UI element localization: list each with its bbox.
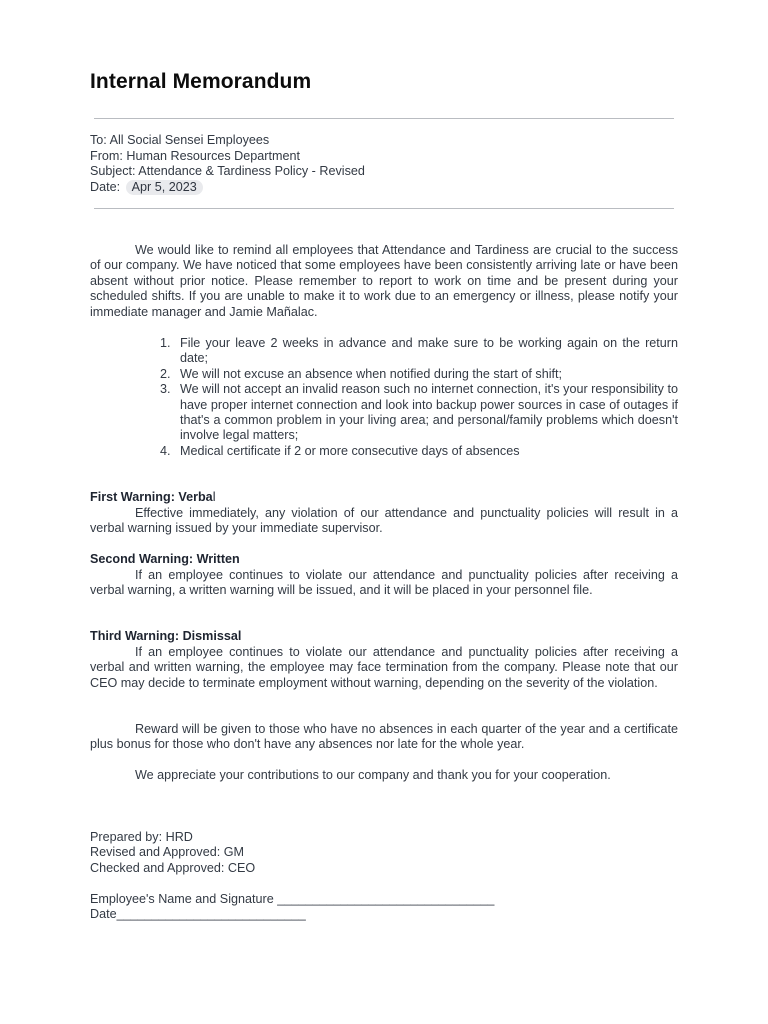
prepared-by: Prepared by: HRD: [90, 830, 193, 844]
first-warning-heading-tail: l: [212, 490, 216, 504]
employee-signature-line: Employee's Name and Signature _______________________________: [90, 891, 495, 906]
third-warning-heading: Third Warning: Dismissal: [90, 629, 242, 643]
list-item-text: File your leave 2 weeks in advance and make sure to be working again on the return date;: [180, 336, 678, 366]
list-item-number: 4.: [160, 443, 171, 458]
memo-from: From: Human Resources Department: [90, 148, 300, 163]
rules-list: [160, 336, 678, 459]
signoff-spacer: [90, 876, 494, 891]
header-top-divider: [94, 118, 674, 119]
list-item: [160, 367, 678, 382]
list-item-text: We will not accept an invalid reason such no internet connection, it's your responsibility to have proper internet connection and look into backup power sources in case of outages if that's a common problem in your living area; and personal/family problems which doesn't involve legal matters;: [180, 382, 678, 443]
first-warning-heading: [90, 490, 216, 505]
second-warning-heading: Second Warning: Written: [90, 552, 240, 566]
signature-date-line: Date___________________________: [90, 907, 306, 922]
reward-paragraph: [90, 722, 678, 753]
second-warning-paragraph: [90, 568, 678, 599]
intro-paragraph: [90, 243, 678, 320]
list-item-number: 1.: [160, 336, 171, 350]
reward-text: Reward will be given to those who have no absences in each quarter of the year and a certificate plus bonus for those who don't have any absences nor late for the whole year.: [90, 722, 678, 752]
revised-approved: Revised and Approved: GM: [90, 845, 245, 860]
memo-page: [90, 0, 678, 1024]
list-item: [160, 444, 678, 459]
memo-title: Internal Memorandum: [90, 70, 312, 93]
first-warning-heading-text: First Warning: Verba: [90, 490, 213, 504]
header-bottom-divider: [94, 208, 674, 209]
checked-approved: Checked and Approved: CEO: [90, 860, 256, 875]
intro-text: We would like to remind all employees that Attendance and Tardiness are crucial to the success of our company. We have noticed that some employees have been consistently arriving late or have been absent without prior notice. Please remember to report to work on time and be present during your scheduled shifts. If you are unable to make it to work due to an emergency or illness, please notify your immediate manager and Jamie Mañalac.: [90, 243, 678, 319]
list-item: [160, 336, 678, 367]
list-item-number: 2.: [160, 366, 171, 381]
list-item: [160, 382, 678, 444]
list-item-number: 3.: [160, 382, 171, 397]
first-warning-text: Effective immediately, any violation of our attendance and punctuality policies will result in a verbal warning issued by your immediate supervisor.: [90, 506, 678, 536]
list-item-text: Medical certificate if 2 or more consecutive days of absences: [180, 443, 520, 458]
memo-date-label: Date:: [90, 179, 121, 194]
first-warning-paragraph: [90, 506, 678, 537]
memo-date-chip[interactable]: Apr 5, 2023: [126, 180, 203, 195]
memo-subject: Subject: Attendance & Tardiness Policy - Revised: [90, 164, 365, 178]
memo-date: [90, 180, 365, 196]
third-warning-text: If an employee continues to violate our attendance and punctuality policies after receiving a verbal and written warning, the employee may face termination from the company. Please note that our CEO may decide to terminate employment without warning, depending on the severity of the violation.: [90, 645, 678, 690]
closing-text: We appreciate your contributions to our company and thank you for your cooperation.: [135, 768, 611, 782]
signoff-block: [90, 830, 494, 922]
memo-to: To: All Social Sensei Employees: [90, 133, 270, 147]
second-warning-text: If an employee continues to violate our attendance and punctuality policies after receiving a verbal warning, a written warning will be issued, and it will be placed in your personnel file.: [90, 568, 678, 598]
third-warning-paragraph: [90, 645, 678, 691]
closing-paragraph: [90, 768, 678, 783]
list-item-text: We will not excuse an absence when notified during the start of shift;: [180, 366, 562, 381]
memo-header: [90, 133, 365, 195]
